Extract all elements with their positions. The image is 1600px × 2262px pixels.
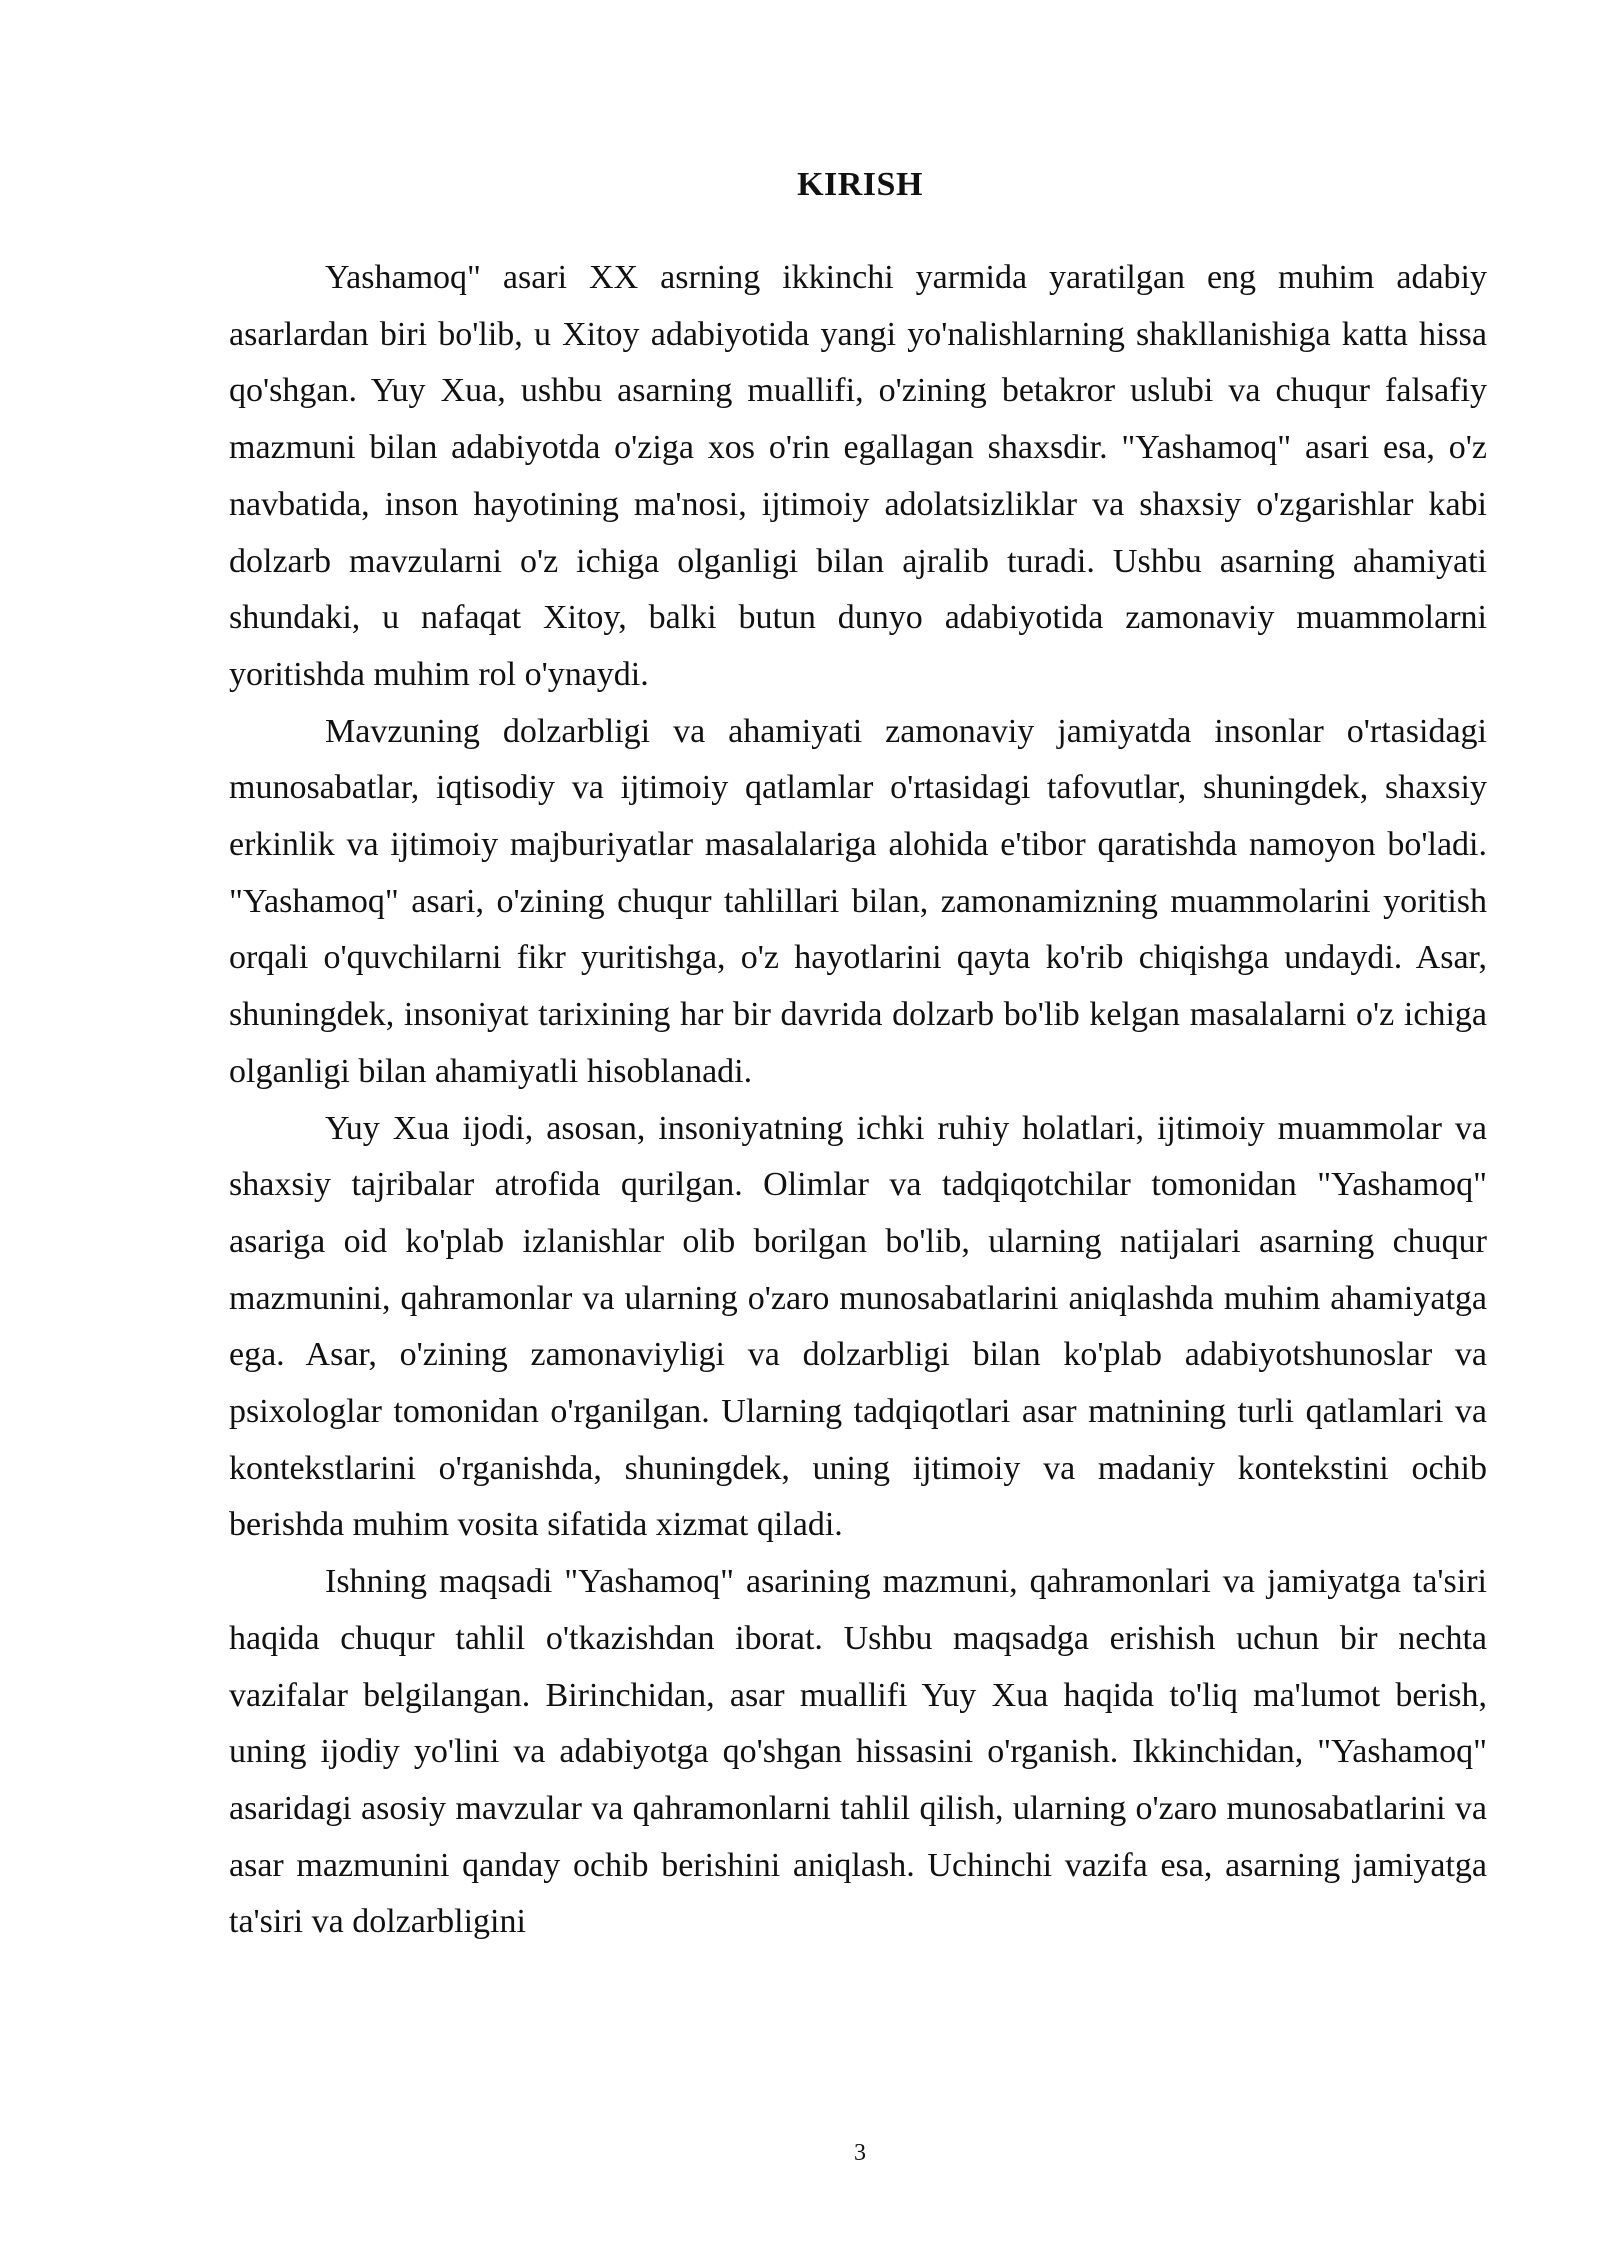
body-text [229,250,1487,1951]
page-heading: KIRISH [797,166,923,203]
paragraph-1: Yashamoq" asari XX asrning ikkinchi yarmida yaratilgan eng muhim adabiy asarlardan biri bo'lib, u Xitoy adabiyotida yangi yo'nalishlarning shakllanishiga katta hissa qo'shgan. Yuy Xua, ushbu asarning muallifi, o'zining betakror uslubi va chuqur falsafiy mazmuni bilan adabiyotda o'ziga xos o'rin egallagan shaxsdir. "Yashamoq" asari esa, o'z navbatida, inson hayotining ma'nosi, ijtimoiy adolatsizliklar va shaxsiy o'zgarishlar kabi dolzarb mavzularni o'z ichiga olganligi bilan ajralib turadi. Ushbu asarning ahamiyati shundaki, u nafaqat Xitoy, balki butun dunyo adabiyotida zamonaviy muammolarni yoritishda muhim rol o'ynaydi. [229,259,1487,693]
paragraph-3: Yuy Xua ijodi, asosan, insoniyatning ichki ruhiy holatlari, ijtimoiy muammolar va shaxsiy tajribalar atrofida qurilgan. Olimlar va tadqiqotchilar tomonidan "Yashamoq" asariga oid ko'plab izlanishlar olib borilgan bo'lib, ularning natijalari asarning chuqur mazmunini, qahramonlar va ularning o'zaro munosabatlarini aniqlashda muhim ahamiyatga ega. Asar, o'zining zamonaviyligi va dolzarbligi bilan ko'plab adabiyotshunoslar va psixologlar tomonidan o'rganilgan. Ularning tadqiqotlari asar matnining turli qatlamlari va kontekstlarini o'rganishda, shuningdek, uning ijtimoiy va madaniy kontekstini ochib berishda muhim vosita sifatida xizmat qiladi. [229,1109,1487,1544]
paragraph-2: Mavzuning dolzarbligi va ahamiyati zamonaviy jamiyatda insonlar o'rtasidagi munosabatlar, iqtisodiy va ijtimoiy qatlamlar o'rtasidagi tafovutlar, shuningdek, shaxsiy erkinlik va ijtimoiy majburiyatlar masalalariga alohida e'tibor qaratishda namoyon bo'ladi. "Yashamoq" asari, o'zining chuqur tahlillari bilan, zamonamizning muammolarini yoritish orqali o'quvchilarni fikr yuritishga, o'z hayotlarini qayta ko'rib chiqishga undaydi. Asar, shuningdek, insoniyat tarixining har bir davrida dolzarb bo'lib kelgan masalalarni o'z ichiga olganligi bilan ahamiyatli hisoblanadi. [229,712,1487,1090]
page-number: 3 [854,2140,866,2166]
paragraph-4: Ishning maqsadi "Yashamoq" asarining mazmuni, qahramonlari va jamiyatga ta'siri haqida chuqur tahlil o'tkazishdan iborat. Ushbu maqsadga erishish uchun bir nechta vazifalar belgilangan. Birinchidan, asar muallifi Yuy Xua haqida to'liq ma'lumot berish, uning ijodiy yo'lini va adabiyotga qo'shgan hissasini o'rganish. Ikkinchidan, "Yashamoq" asaridagi asosiy mavzular va qahramonlarni tahlil qilish, ularning o'zaro munosabatlarini va asar mazmunini qanday ochib berishini aniqlash. Uchinchi vazifa esa, asarning jamiyatga ta'siri va dolzarbligini [229,1563,1487,1941]
